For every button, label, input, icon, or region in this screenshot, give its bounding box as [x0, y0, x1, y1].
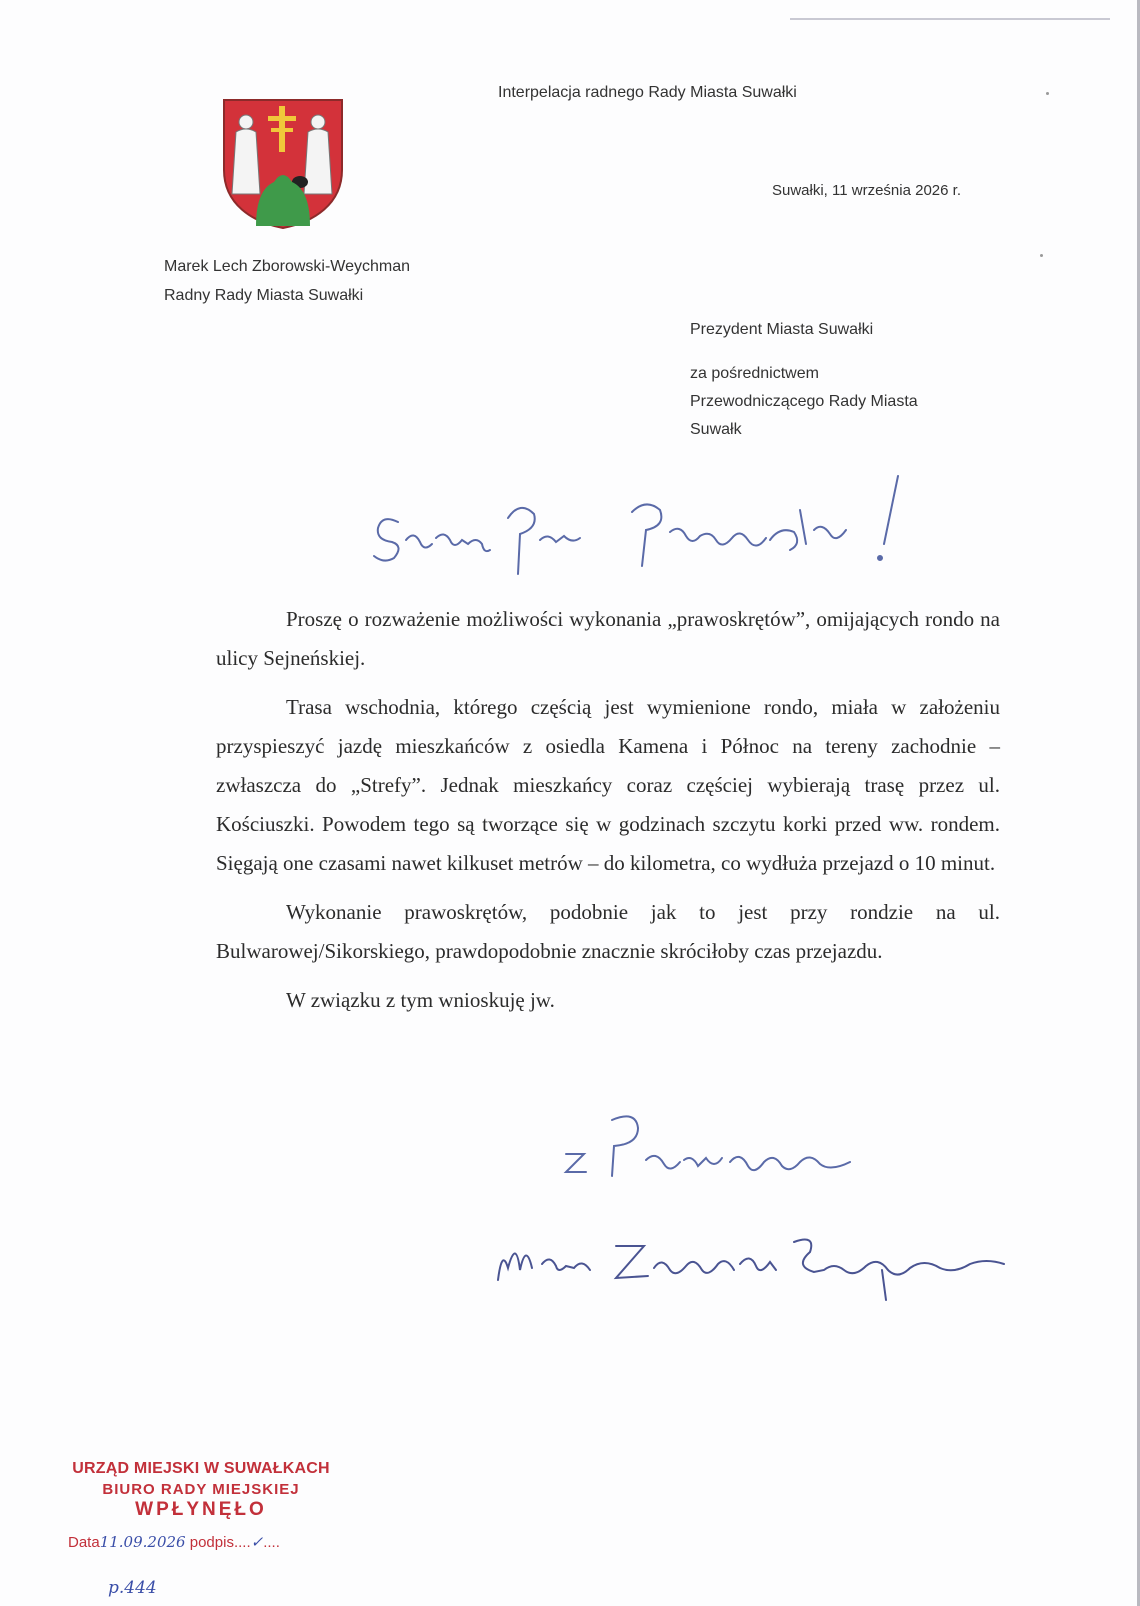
sender-name: Marek Lech Zborowski-Weychman	[164, 258, 411, 275]
document-title: Interpelacja radnego Rady Miasta Suwałki	[498, 84, 797, 101]
recipient-line-1: Prezydent Miasta Suwałki	[690, 321, 874, 338]
handwritten-signature	[494, 1208, 1054, 1308]
handwritten-closing	[560, 1110, 880, 1190]
stamp-office: URZĄD MIEJSKI W SUWAŁKACH	[72, 1460, 330, 1477]
sender-block	[164, 252, 410, 310]
recipient-line-3: Przewodniczącego Rady Miasta	[690, 393, 918, 410]
stamp-department: BIURO RADY MIEJSKIEJ	[102, 1481, 300, 1498]
scan-speck	[1040, 254, 1043, 257]
coat-of-arms-logo	[222, 98, 344, 230]
recipient-line-4: Suwałk	[690, 421, 742, 438]
stamp-received: WPŁYNĘŁO	[135, 1499, 267, 1520]
recipient-block	[690, 316, 918, 444]
scan-speck	[1046, 92, 1049, 95]
stamp-date-label: Data	[68, 1534, 100, 1551]
handwritten-greeting	[370, 470, 930, 610]
body-paragraph-2: Trasa wschodnia, którego częścią jest wymienione rondo, miała w założeniu przyspieszyć jazdę mieszkańców z osiedla Kamena i Północ na tereny zachodnie – zwłaszcza do „Strefy”. Jednak mieszkańcy coraz częściej wybierają trasę przez ul. Kościuszki. Powodem tego są tworzące się w godzinach szczytu korki przed ww. rondem. Sięgają one czasami nawet kilkuset metrów – do kilometra, co wydłuża przejazd o 10 minut.	[216, 695, 1000, 875]
recipient-line-2: za pośrednictwem	[690, 365, 819, 382]
document-date: Suwałki, 11 września 2026 r.	[772, 182, 961, 199]
sender-role: Radny Rady Miasta Suwałki	[164, 287, 364, 304]
stamp-date-value: 11.09.2026	[99, 1533, 186, 1551]
letter-body	[216, 600, 1000, 1030]
body-paragraph-1: Proszę o rozważenie możliwości wykonania „prawoskrętów”, omijających rondo na ulicy Sejneńskiej.	[216, 607, 1000, 670]
stamp-date-row: Data11.09.2026 podpis....✓....	[68, 1533, 280, 1551]
scan-artifact-line	[790, 18, 1110, 20]
body-paragraph-4: W związku z tym wnioskuję jw.	[286, 988, 555, 1012]
received-stamp	[56, 1460, 346, 1551]
stamp-handwritten-note: p.444	[108, 1578, 157, 1598]
stamp-signature-label: podpis	[189, 1534, 234, 1551]
body-paragraph-3: Wykonanie prawoskrętów, podobnie jak to jest przy rondzie na ul. Bulwarowej/Sikorskiego, prawdopodobnie znacznie skróciłoby czas przejazdu.	[216, 900, 1000, 963]
